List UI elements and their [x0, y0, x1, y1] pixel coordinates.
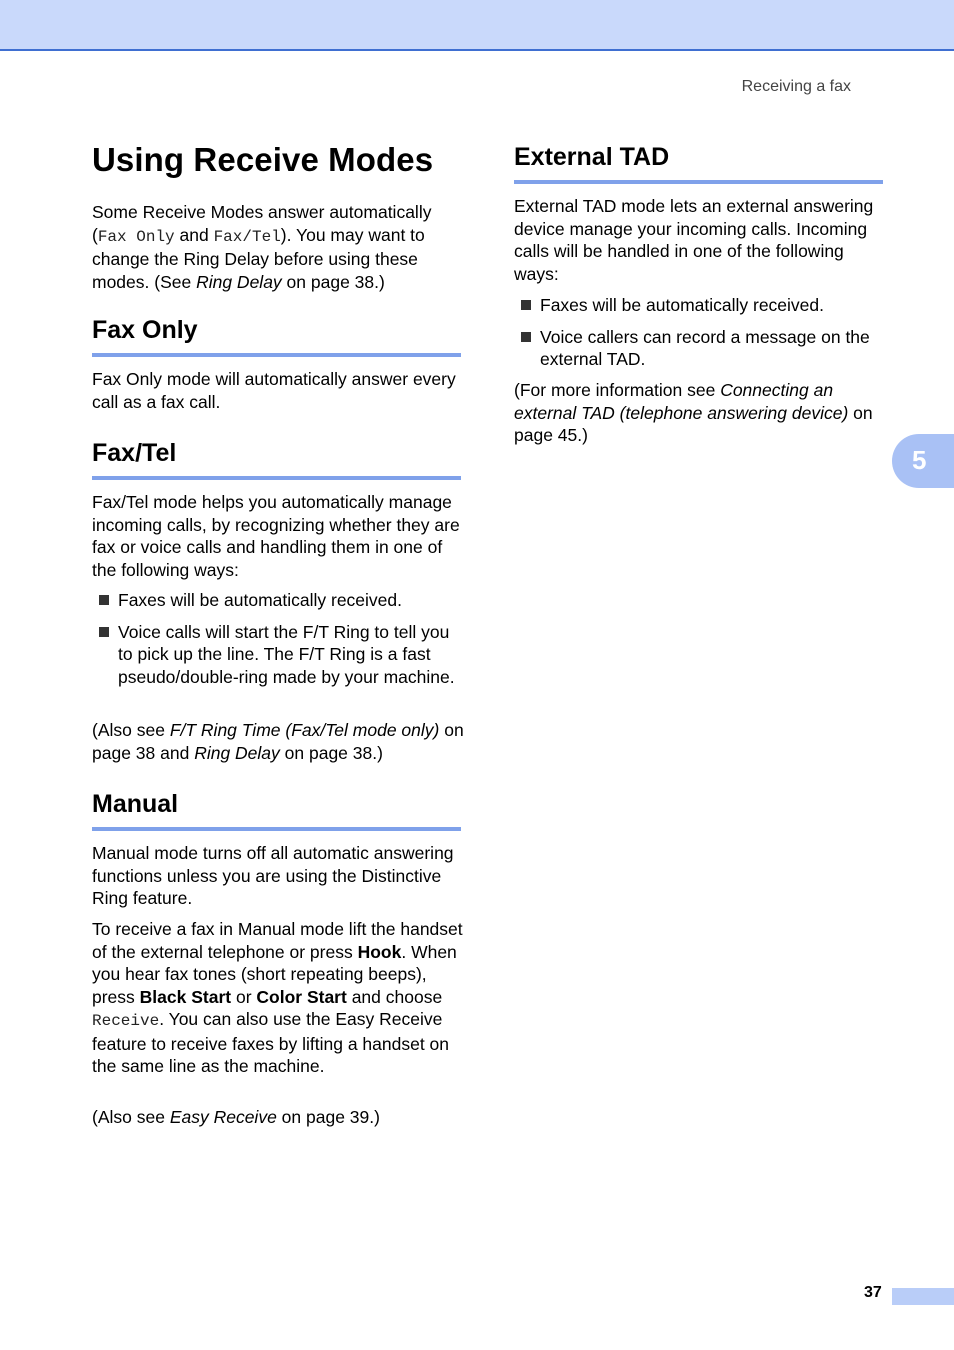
manual-paragraph-1: Manual mode turns off all automatic answering functions unless you are using the Distinctive Ring feature.: [92, 843, 454, 908]
chapter-number: 5: [912, 445, 927, 475]
manual-heading: Manual: [92, 790, 461, 831]
list-item: Faxes will be automatically received.: [92, 589, 464, 612]
external-tad-paragraph: External TAD mode lets an external answering device manage your incoming calls. Incoming calls will be handled in one of the following ways:: [514, 196, 874, 284]
fax-tel-bullet-list: [92, 589, 464, 697]
ring-delay-reference: Ring Delay: [196, 271, 282, 292]
fax-only-mode-text: Fax Only: [97, 227, 175, 246]
receive-option-text: Receive: [92, 1012, 160, 1030]
fax-tel-heading: Fax/Tel: [92, 439, 461, 480]
color-start-key-label: Color Start: [256, 986, 347, 1007]
bullet-square-icon: [99, 595, 109, 605]
fax-only-paragraph: Fax Only mode will automatically answer every call as a fax call.: [92, 369, 456, 412]
header-band: [0, 0, 954, 51]
ring-delay-reference: Ring Delay: [194, 742, 280, 763]
connecting-tad-reference: Connecting an external TAD (telephone answering device): [514, 380, 849, 423]
ft-ring-time-reference: F/T Ring Time (Fax/Tel mode only): [169, 720, 440, 740]
manual-paragraph-2: To receive a fax in Manual mode lift the handset of the external telephone or press Hook. When you hear fax tones (short repeating beeps), press Black Start or Color Start and choose Receive. You can also use the Easy Receive feature to receive faxes by lifting a handset on the same line as the machine.: [92, 919, 463, 1076]
fax-tel-paragraph: Fax/Tel mode helps you automatically manage incoming calls, by recognizing whether they are fax or voice calls and handling them in one of the following ways:: [92, 492, 460, 580]
intro-paragraph: Some Receive Modes answer automatically (Fax Only and Fax/Tel). You may want to change the Ring Delay before using these modes. (See Ring Delay on page 38.): [92, 202, 432, 292]
bullet-square-icon: [521, 300, 531, 310]
page-number: 37: [864, 1284, 882, 1301]
list-item: Faxes will be automatically received.: [514, 294, 886, 317]
fax-only-heading: Fax Only: [92, 316, 461, 357]
running-head: Receiving a fax: [741, 78, 851, 95]
easy-receive-reference: Easy Receive: [169, 1107, 277, 1127]
black-start-key-label: Black Start: [139, 986, 232, 1007]
manual-note: (Also see Easy Receive on page 39.): [92, 1107, 380, 1127]
external-tad-note: (For more information see Connecting an external TAD (telephone answering device) on page 45.): [514, 380, 873, 445]
external-tad-bullet-list: [514, 294, 886, 380]
bullet-square-icon: [99, 627, 109, 637]
fax-tel-note: (Also see F/T Ring Time (Fax/Tel mode only) on page 38 and Ring Delay on page 38.): [92, 720, 464, 763]
hook-key-label: Hook: [357, 941, 402, 962]
page-title: Using Receive Modes: [92, 141, 434, 178]
external-tad-heading: External TAD: [514, 143, 883, 184]
bullet-square-icon: [521, 332, 531, 342]
page-number-bar: [892, 1288, 954, 1305]
list-item: Voice callers can record a message on the external TAD.: [514, 326, 886, 371]
chapter-tab: [892, 434, 954, 488]
list-item: Voice calls will start the F/T Ring to tell you to pick up the line. The F/T Ring is a fast pseudo/double-ring made by your machine.: [92, 621, 464, 689]
fax-tel-mode-text: Fax/Tel: [213, 227, 281, 246]
